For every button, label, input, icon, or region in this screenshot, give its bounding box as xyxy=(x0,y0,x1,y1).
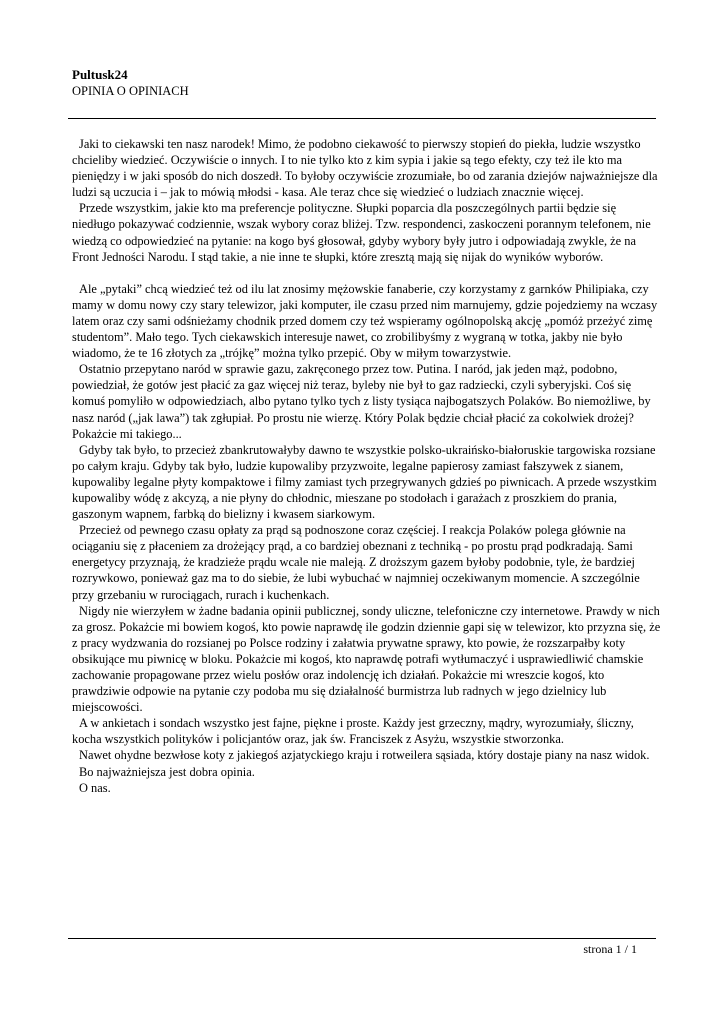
article-body xyxy=(72,136,662,796)
paragraph: Nigdy nie wierzyłem w żadne badania opinii publicznej, sondy uliczne, telefoniczne czy internetowe. Prawdy w nich za grosz. Pokażcie mi bowiem kogoś, kto powie naprawdę ile godzin dziennie gapi się w telewizor, kto przyzna się, że z pracy wydzwania do rozsianej po Polsce rodziny i załatwia prywatne sprawy, kto powie, że rozszarpałby koty obsikujące mu piwnicę w bloku. Pokażcie mi kogoś, kto naprawdę potrafi wytłumaczyć i usprawiedliwić chamskie zachowanie propagowane przez wielu posłów oraz indolencję ich działań. Pokażcie mi wreszcie kogoś, kto prawdziwie odpowie na pytanie czy podoba mu się działalność burmistrza lub radnych w jego dzielnicy lub miejscowości. xyxy=(72,603,661,715)
paragraph: Gdyby tak było, to przecież zbankrutowałyby dawno te wszystkie polsko-ukraińsko-białoruskie targowiska rozsiane po całym kraju. Gdyby tak było, ludzie kupowaliby przyzwoite, legalne papierosy zamiast fałszywek z sianem, kupowaliby legalne płyty kompaktowe i filmy zamiast tych przegrywanych gdzieś po piwnicach. A przede wszystkim kupowaliby wódę z akcyzą, a nie płyny do chłodnic, mieszane po stodołach i garażach z proszkiem do prania, gaszonym wapnem, farbką do bielizny i kwasem siarkowym. xyxy=(72,442,657,522)
paragraph: Ale „pytaki” chcą wiedzieć też od ilu lat znosimy mężowskie fanaberie, czy korzystamy z garnków Philipiaka, czy mamy w domu nowy czy stary telewizor, jaki komputer, ile czasu przed nim marnujemy, gdzie pojedziemy na wczasy latem oraz czy sami odśnieżamy chodnik przed domem czy też wspieramy ogólnopolską akcję „pomóż przeżyć zimę studentom”. Mało tego. Tych ciekawskich interesuje nawet, co zrobilibyśmy z wygraną w totka, jakby nie było wiadomo, że te 16 złotych za „trójkę” można tylko przepić. Oby w miłym towarzystwie. xyxy=(72,281,658,361)
header-divider xyxy=(68,118,656,119)
paragraph: Przecież od pewnego czasu opłaty za prąd są podnoszone coraz częściej. I reakcja Polaków polega głównie na ociąganiu się z płaceniem za drożejący prąd, a co bardziej obeznani z techniką - po prostu prąd podkradają. Sami energetycy przyznają, że kradzieże prądu wcale nie maleją. Z droższym gazem byłoby podobnie, tyle, że bardziej rozrywkowo, ponieważ gaz ma to do siebie, że lubi wybuchać w najmniej oczekiwanym momencie. A szczególnie przy grzebaniu w rurociągach, rurach i kuchenkach. xyxy=(72,523,640,602)
page-number: strona 1 / 1 xyxy=(583,942,637,956)
paragraph: Bo najważniejsza jest dobra opinia. xyxy=(79,764,255,779)
footer-divider xyxy=(68,938,656,939)
paragraph: Nawet ohydne bezwłose koty z jakiegoś azjatyckiego kraju i rotweilera sąsiada, który dostaje piany na nasz widok. xyxy=(79,748,650,763)
document-header xyxy=(72,66,189,100)
article-title: OPINIA O OPINIACH xyxy=(72,84,189,98)
paragraph: A w ankietach i sondach wszystko jest fajne, piękne i proste. Każdy jest grzeczny, mądry, wyrozumiały, śliczny, kocha wszystkich polityków i policjantów oraz, jak św. Franciszek z Asyżu, wszystkie stworzonka. xyxy=(72,716,634,747)
paragraph: Ostatnio przepytano naród w sprawie gazu, zakręconego przez tow. Putina. I naród, jak jeden mąż, podobno, powiedział, że gotów jest płacić za gaz więcej niż teraz, byleby nie był to gaz radziecki, czyli syberyjski. Coś się komuś pomyliło w odpowiedziach, albo pytano tylko tych z listy tysiąca najbogatszych Polaków. Bo niemożliwe, by nasz naród („jak lawa”) tak zgłupiał. Po prostu nie wierzę. Który Polak będzie chciał płacić za cokolwiek drożej? Pokażcie mi takiego... xyxy=(72,362,651,441)
paragraph: Jaki to ciekawski ten nasz narodek! Mimo, że podobno ciekawość to pierwszy stopień do piekła, ludzie wszystko chcieliby wiedzieć. Oczywiście o innych. I to nie tylko kto z kim sypia i jakie są tego efekty, czy też ile kto ma pieniędzy i w jaki sposób do nich doszedł. To byłoby oczywiście zrozumiałe, bo od zarania dziejów najważniejsze dla ludzi są uczucia i – jak to mówią młodsi - kasa. Ale teraz chce się wiedzieć o ludziach znacznie więcej. xyxy=(72,137,658,200)
paragraph: Przede wszystkim, jakie kto ma preferencje polityczne. Słupki poparcia dla poszczególnych partii będzie się niedługo pokazywać codziennie, wszak wybory coraz bliżej. Tzw. respondenci, zaskoczeni porannym telefonem, nie wiedzą co odpowiedzieć na pytanie: na kogo byś głosował, gdyby wybory były jutro i odpowiadają zwykle, że na Front Jedności Narodu. I stąd takie, a nie inne te słupki, które zresztą mają się nijak do wyników wyborów. xyxy=(72,201,651,264)
site-title: Pultusk24 xyxy=(72,67,128,82)
paragraph: O nas. xyxy=(79,780,111,795)
